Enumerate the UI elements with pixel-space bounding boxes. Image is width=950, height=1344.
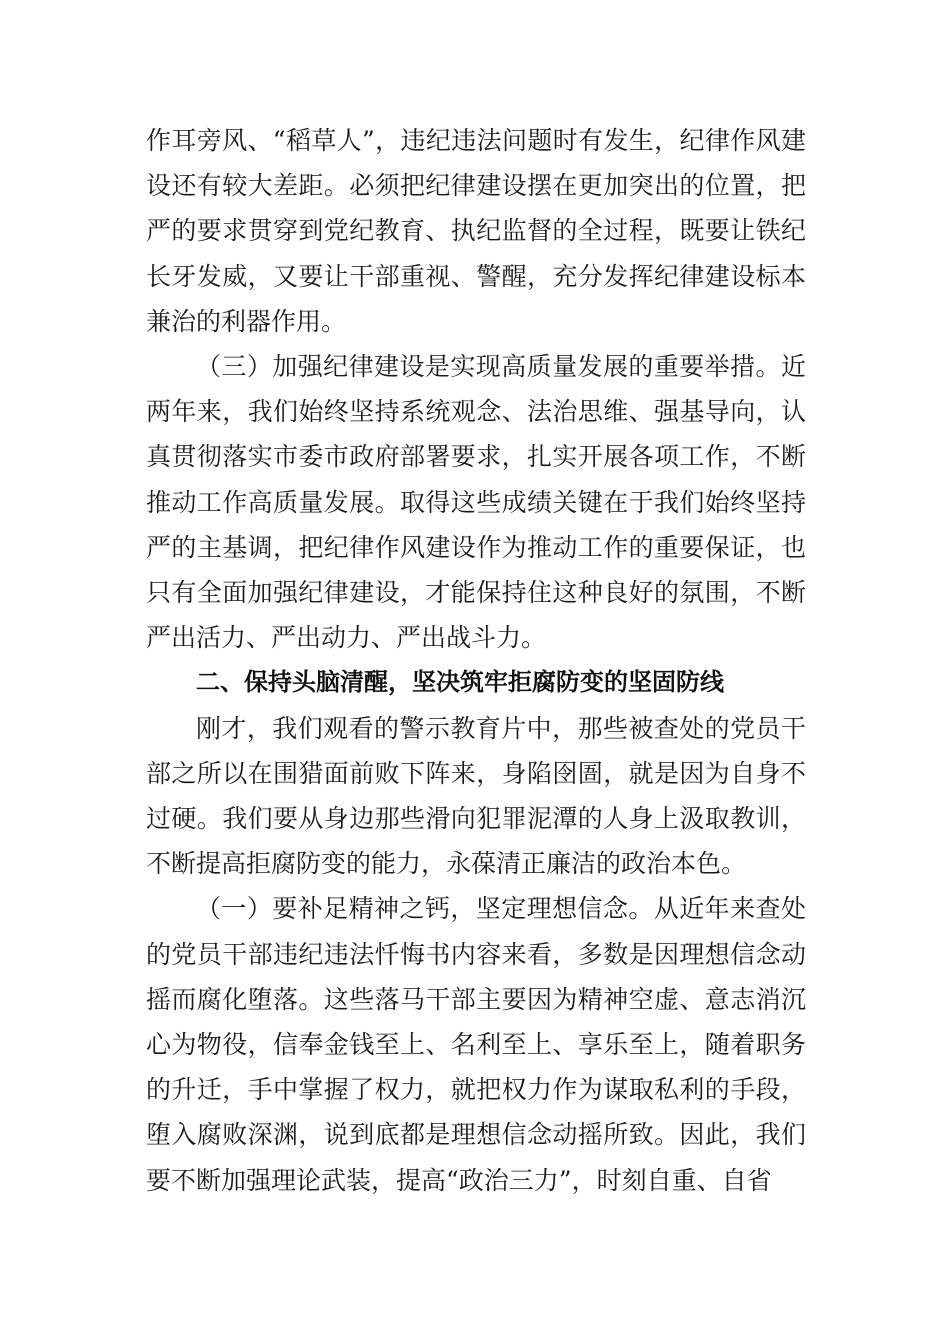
section-heading-two: 二、保持头脑清醒，坚决筑牢拒腐防变的坚固防线 xyxy=(196,668,724,697)
paragraph-warning-film: 刚才，我们观看的警示教育片中，那些被查处的党员干部之所以在围猎面前败下阵来，身陷囹圄，就是因为自身不过硬。我们要从身边那些滑向犯罪泥潭的人身上汲取教训，不断提高拒腐防变的能力，永葆清正廉洁的政治本色。 xyxy=(146,713,806,879)
paragraph-continuation: 作耳旁风、“稻草人”，违纪违法问题时有发生，纪律作风建设还有较大差距。必须把纪律建设摆在更加突出的位置，把严的要求贯穿到党纪教育、执纪监督的全过程，既要让铁纪长牙发威，又要让干部重视、警醒，充分发挥纪律建设标本兼治的利器作用。 xyxy=(146,126,806,336)
body-text xyxy=(146,118,806,1203)
paragraph-point-one: （一）要补足精神之钙，坚定理想信念。从近年来查处的党员干部违纪违法忏悔书内容来看，多数是因理想信念动摇而腐化堕落。这些落马干部主要因为精神空虚、意志消沉心为物役，信奉金钱至上、名利至上、享乐至上，随着职务的升迁，手中掌握了权力，就把权力作为谋取私利的手段，堕入腐败深渊，说到底都是理想信念动摇所致。因此，我们要不断加强理论武装，提高“政治三力”，时刻自重、自省 xyxy=(146,894,806,1195)
paragraph-point-three: （三）加强纪律建设是实现高质量发展的重要举措。近两年来，我们始终坚持系统观念、法治思维、强基导向，认真贯彻落实市委市政府部署要求，扎实开展各项工作，不断推动工作高质量发展。取得这些成绩关键在于我们始终坚持严的主基调，把纪律作风建设作为推动工作的重要保证，也只有全面加强纪律建设，才能保持住这种良好的氛围，不断严出活力、严出动力、严出战斗力。 xyxy=(146,352,806,653)
